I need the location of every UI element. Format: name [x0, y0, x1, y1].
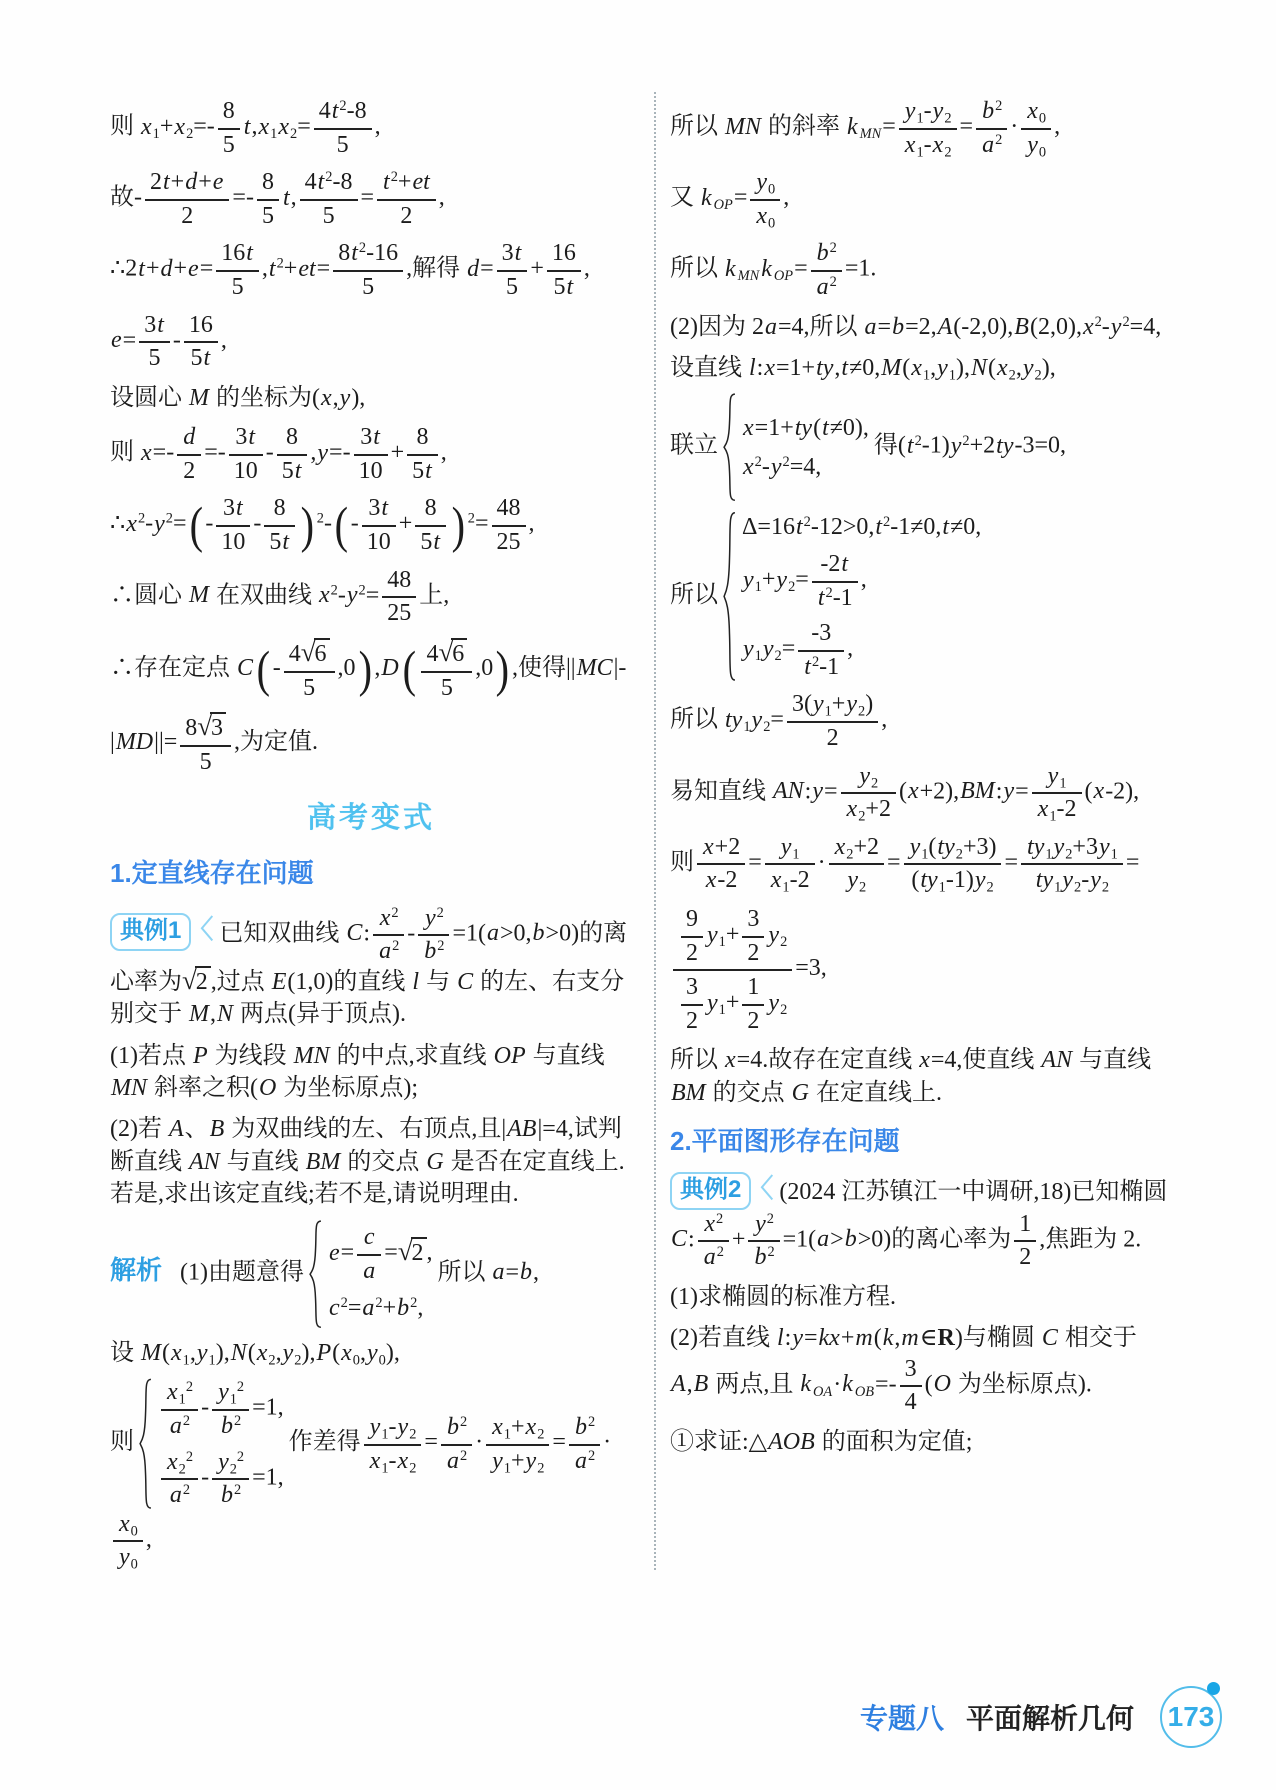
math-paragraph: ∴2t+d+e= $\frac{16t}{5}$ $,t^2+et=$ $\frac{8t^2-16}{5}$ ,解得 d= $\frac{3t}{5}$ + $\frac{16}{5t}$ ,: [110, 240, 590, 300]
math-paragraph: 则 $\frac{x+2}{x-2}$ = $\frac{y_1}{x_1-2}$ · $\frac{x_2+2}{y_2}$ = $\frac{y_1(ty_2+3)}{(ty_1-1)y_2}$ = $\frac{ty_1y_2+3y_1}{ty_1y_2-y_2}$ =: [670, 833, 1140, 896]
math-paragraph: 所以 k $_{MN}$k $_{OP}$= $\frac{b^2}{a^2}$ =1.: [670, 240, 877, 300]
math-paragraph: 所以 x=4.故存在定直线 x=4,使直线 AN 与直线 BM 的交点 G 在定直线上.: [670, 1047, 1152, 1106]
math-paragraph: $\therefore x^2-y^2=$ ( - $\frac{3t}{10}$ - $\frac{8}{5t}$ ) $^2$- ( - $\frac{3t}{10}$ + $\frac{8}{5t}$ ) $^2$= $\frac{48}{25}$ ,: [110, 495, 535, 555]
math-paragraph: (2)若直线 l:y=kx+m(k,m∈R)与椭圆 C 相交于 A,B 两点,且 k $_{OA}$·k $_{OB}$=- $\frac{3}{4}$ (O 为坐标原点).: [670, 1325, 1137, 1416]
solution-paragraph: 解析 (1)由题意得 e= $\frac{c}{a}$ = √ 2 , $c^2=a^2+b^2$, 所以 a=b,: [110, 1220, 632, 1328]
page-footer: [860, 1686, 1222, 1748]
math-paragraph: ∴存在定点 C ( - 4 √ 6 5 ,0 ) ,D ( 4 √ 6 5 ,0 ) ,使得||MC|-: [110, 636, 627, 701]
math-paragraph: e= $\frac{3t}{5}$ - $\frac{16}{5t}$ ,: [111, 311, 227, 372]
right-column: [670, 88, 1178, 1581]
page-number-dot-icon: [1207, 1682, 1220, 1695]
variation-heading: 高考变式: [306, 802, 435, 835]
math-paragraph: |MD||= 8 √ 3 5 ,为定值.: [110, 711, 319, 775]
math-paragraph: 所以 $\Delta=16t^2-12>0,t^2-1\ne 0,t\ne 0$, $y_1+y_2=$ $\frac{-2t}{t^2-1}$ , $y_1y_2=$ $\frac{-3}{t^2-1}$ ,: [670, 513, 982, 680]
math-paragraph: 设圆心 M 的坐标为(x,y),: [110, 384, 366, 411]
math-paragraph: (2)若 A、B 为双曲线的左、右顶点,且|AB|=4,试判断直线 AN 与直线 BM 的交点 G 是否在定直线上.若是,求出该定直线;若不是,请说明理由.: [110, 1116, 625, 1208]
math-paragraph: 设直线 $l:x=1+ty,t\ne 0,M(x_1,y_1),N(x_2,y_2)$,: [670, 354, 1056, 384]
math-paragraph: 联立 x=1+ty(t≠0), $x^2-y^2=4$, 得$(t^2-1)y^2+2ty-3=0$,: [670, 393, 1178, 501]
column-divider: [654, 92, 656, 1570]
example-paragraph: 典例1 〈 已知双曲线 C: $\frac{x^2}{a^2}$ - $\frac{y^2}{b^2}$ =1(a>0,b>0)的离心率为 √ 2 ,过点 E(1,0)的直线 l 与 C 的左、右支分别交于 M,N 两点(异于顶点).: [110, 904, 628, 1028]
left-column: [110, 88, 632, 1581]
math-paragraph: 则 $x_1+x_2=-$ $\frac{8}{5}$ $t,x_1x_2=$ $\frac{4t^2-8}{5}$ ,: [110, 98, 381, 158]
math-paragraph: (1)若点 P 为线段 MN 的中点,求直线 OP 与直线 MN 斜率之积(O 为坐标原点);: [110, 1042, 605, 1102]
math-paragraph: 设 $M(x_1,y_1),N(x_2,y_2),P(x_0,y_0)$,: [110, 1339, 400, 1369]
page-number: 173: [1167, 1701, 1215, 1732]
example-badge-notch-icon: 〈: [747, 1174, 774, 1204]
math-paragraph: 易知直线 AN:y= $\frac{y_2}{x_2+2}$ (x+2),BM:y= $\frac{y_1}{x_1-2}$ (x-2),: [670, 762, 1140, 825]
section-heading: 2.平面图形存在问题: [670, 1126, 900, 1157]
example-paragraph: 典例2 〈 (2024 江苏镇江一中调研,18)已知椭圆 C: $\frac{x^2}{a^2}$ + $\frac{y^2}{b^2}$ =1(a>b>0)的离心率为 $\frac{1}{2}$ ,焦距为 2.: [671, 1174, 1168, 1271]
math-paragraph: 所以 MN 的斜率 k $_{MN}$= $\frac{y_1-y_2}{x_1-x_2}$ = $\frac{b^2}{a^2}$ · $\frac{x_0}{y_0}$ ,: [670, 98, 1061, 160]
math-paragraph: (2)因为 2a=4,所以 $a=b=2,A(-2,0),B(2,0),x^2-y^2=4$,: [670, 313, 1162, 340]
solution-badge: 解析: [110, 1255, 163, 1286]
math-paragraph: 则 x=- $\frac{d}{2}$ =- $\frac{3t}{10}$ - $\frac{8}{5t}$ ,y=- $\frac{3t}{10}$ + $\frac{8}{5t}$ ,: [110, 424, 447, 484]
math-paragraph: 则 $\frac{x_1^2}{a^2}$ - $\frac{y_1^2}{b^2}$ =1, $\frac{x_2^2}{a^2}$ - $\frac{y_2^2}{b^2}$ =1, 作差得 $\frac{y_1-y_2}{x_1-x_2}$ = $\frac{b^2}{a^2}$ · $\frac{x_1+x_2}{y_1+y_2}$ = $\frac{b^2}{a^2}$ · $\frac{x_0}{y_0}$ ,: [110, 1379, 612, 1573]
math-paragraph: $\frac{9}{2}$ $y_1+$ $\frac{3}{2}$ $y_2$ $\frac{3}{2}$ $y_1+$ $\frac{1}{2}$ $y_2$ =3,: [670, 904, 1178, 1035]
math-paragraph: 故- $\frac{2t+d+e}{2}$ =- $\frac{8}{5}$ t, $\frac{4t^2-8}{5}$ = $\frac{t^2+et}{2}$ ,: [110, 169, 445, 229]
math-paragraph: 又 k $_{OP}$= $\frac{y_0}{x_0}$ ,: [670, 169, 790, 232]
example-badge-notch-icon: 〈: [187, 915, 214, 945]
footer-section-title: 平面解析几何: [965, 1703, 1134, 1734]
math-paragraph: (1)求椭圆的标准方程.: [670, 1284, 896, 1311]
math-paragraph: ①求证:△AOB 的面积为定值;: [670, 1429, 973, 1455]
section-heading: 1.定直线存在问题: [110, 858, 314, 889]
example-badge: 典例1: [110, 913, 191, 950]
math-paragraph: ∴圆心 M 在双曲线 $x^2-y^2=$ $\frac{48}{25}$ 上,: [110, 566, 450, 627]
page-number-badge: [1160, 1686, 1222, 1748]
footer-chapter: 专题八: [859, 1703, 944, 1734]
math-paragraph: 所以 $ty_1y_2=$ $\frac{3(y_1+y_2)}{2}$ ,: [670, 691, 888, 752]
example-badge: 典例2: [670, 1172, 751, 1209]
